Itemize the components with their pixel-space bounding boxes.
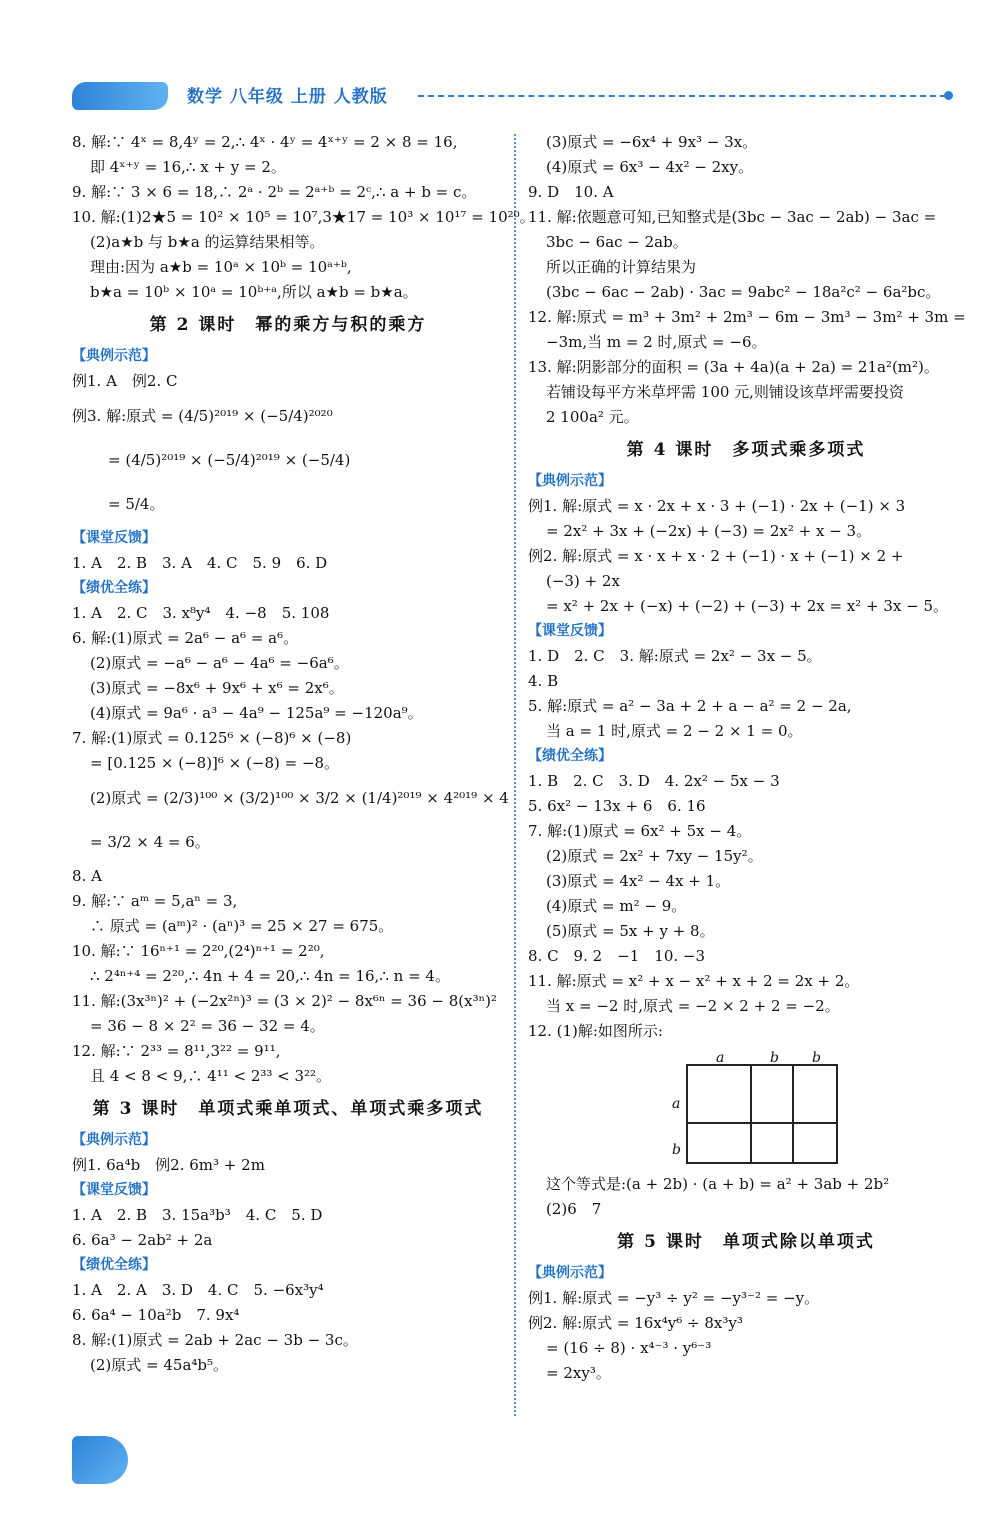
answer-line: = (16 ÷ 8) · x⁴⁻³ · y⁶⁻³ [546,1339,712,1357]
answer-line: 3bc − 6ac − 2ab。 [546,233,688,251]
answer-line: 1. D 2. C 3. 解:原式 = 2x² − 3x − 5。 [528,647,822,665]
answer-line: ∴ 2⁴ⁿ⁺⁴ = 2²⁰,∴ 4n + 4 = 20,∴ 4n = 16,∴ n = 4。 [90,967,450,985]
answer-line: 13. 解:阴影部分的面积 = (3a + 4a)(a + 2a) = 21a²(m²)。 [528,358,939,376]
answer-line: (4)原式 = m² − 9。 [546,897,687,915]
grid-line [750,1066,752,1162]
section-tag-example: 【典例示范】 [528,473,612,489]
section-tag-practice: 【绩优全练】 [528,748,612,764]
answer-line: 8. 解:∵ 4ˣ = 8,4ʸ = 2,∴ 4ˣ · 4ʸ = 4ˣ⁺ʸ = 2 × 8 = 16, [72,133,458,151]
answer-line: (−3) + 2x [546,572,620,590]
answer-line: 10. 解:∵ 16ⁿ⁺¹ = 2²⁰,(2⁴)ⁿ⁺¹ = 2²⁰, [72,942,325,960]
answer-line: 例2. 解:原式 = x · x + x · 2 + (−1) · x + (−1) × 2 + [528,547,904,565]
answer-line: 11. 解:(3x³ⁿ)² + (−2x²ⁿ)³ = (3 × 2)² − 8x⁶ⁿ = 36 − 8(x³ⁿ)² [72,992,497,1010]
grid-line [688,1122,836,1124]
left-column [72,130,535,1378]
answer-line: 即 4ˣ⁺ʸ = 16,∴ x + y = 2。 [90,158,286,176]
answer-line: 1. B 2. C 3. D 4. 2x² − 5x − 3 [528,772,780,790]
answer-line: 1. A 2. B 3. A 4. C 5. 9 6. D [72,554,328,572]
header-tab-decoration [72,82,168,110]
answer-line: 9. D 10. A [528,183,614,201]
section-tag-example: 【典例示范】 [528,1265,612,1281]
section-title: 第 4 课时 多项式乘多项式 [626,440,866,460]
answer-line: 6. 6a³ − 2ab² + 2a [72,1231,213,1249]
answer-line: 7. 解:(1)原式 = 6x² + 5x − 4。 [528,822,752,840]
answer-line: 5. 解:原式 = a² − 3a + 2 + a − a² = 2 − 2a, [528,697,852,715]
answer-line: 例1. 解:原式 = x · 2x + x · 3 + (−1) · 2x + (−1) × 3 [528,497,906,515]
answer-line: 8. 解:(1)原式 = 2ab + 2ac − 3b − 3c。 [72,1331,358,1349]
answer-line: 理由:因为 a★b = 10ᵃ × 10ᵇ = 10ᵃ⁺ᵇ, [90,258,352,276]
answer-line: = (4/5)²⁰¹⁹ × (−5/4)²⁰¹⁹ × (−5/4) [108,451,351,469]
answer-line: 1. A 2. C 3. x⁸y⁴ 4. −8 5. 108 [72,604,330,622]
header-dot [944,91,953,100]
answer-line: (3)原式 = −8x⁶ + 9x⁶ + x⁶ = 2x⁶。 [90,679,344,697]
answer-line: 12. 解:原式 = m³ + 3m² + 2m³ − 6m − 3m³ − 3m² + 3m = [528,308,966,326]
answer-line: (2)6 7 [546,1200,602,1218]
answer-line: (2)原式 = −a⁶ − a⁶ − 4a⁶ = −6a⁶。 [90,654,349,672]
answer-line: ∴ 原式 = (aᵐ)² · (aⁿ)³ = 25 × 27 = 675。 [90,917,394,935]
answer-line: 例3. 解:原式 = (4/5)²⁰¹⁹ × (−5/4)²⁰²⁰ [72,407,333,425]
section-tag-practice: 【绩优全练】 [72,1257,156,1273]
answer-line: 若铺设每平方米草坪需 100 元,则铺设该草坪需要投资 [546,383,904,401]
answer-line: = 5/4。 [108,495,165,513]
section-tag-feedback: 【课堂反馈】 [72,1182,156,1198]
answer-line: 6. 6a⁴ − 10a²b 7. 9x⁴ [72,1306,240,1324]
answer-line: 6. 解:(1)原式 = 2a⁶ − a⁶ = a⁶。 [72,629,299,647]
answer-line: (4)原式 = 6x³ − 4x² − 2xy。 [546,158,754,176]
answer-line: (2)原式 = (2/3)¹⁰⁰ × (3/2)¹⁰⁰ × 3/2 × (1/4)²⁰¹⁹ × 4²⁰¹⁹ × 4 [90,789,509,807]
answer-line: = 2xy³。 [546,1364,611,1382]
answer-line: 10. 解:(1)2★5 = 10² × 10⁵ = 10⁷,3★17 = 10³ × 10¹⁷ = 10²⁰。 [72,208,535,226]
diagram-label: b [770,1050,779,1066]
answer-line: 5. 6x² − 13x + 6 6. 16 [528,797,706,815]
answer-line: 4. B [528,672,559,690]
answer-line: = 36 − 8 × 2² = 36 − 32 = 4。 [90,1017,325,1035]
section-title: 第 5 课时 单项式除以单项式 [617,1232,875,1252]
answer-line: = 2x² + 3x + (−2x) + (−3) = 2x² + x − 3。 [546,522,872,540]
diagram-label: b [812,1050,821,1066]
answer-line: (2)a★b 与 b★a 的运算结果相等。 [90,233,325,251]
answer-line: 这个等式是:(a + 2b) · (a + b) = a² + 3ab + 2b² [546,1175,890,1193]
answer-line: 11. 解:依题意可知,已知整式是(3bc − 3ac − 2ab) − 3ac = [528,208,937,226]
header-dashed-line [418,95,946,97]
answer-line: 所以正确的计算结果为 [546,258,697,276]
answer-line: b★a = 10ᵇ × 10ᵃ = 10ᵇ⁺ᵃ,所以 a★b = b★a。 [90,283,418,301]
section-tag-practice: 【绩优全练】 [72,580,156,596]
section-tag-example: 【典例示范】 [72,1132,156,1148]
answer-line: −3m,当 m = 2 时,原式 = −6。 [546,333,767,351]
answer-line: 9. 解:∵ aᵐ = 5,aⁿ = 3, [72,892,238,910]
answer-line: = [0.125 × (−8)]⁶ × (−8) = −8。 [90,754,340,772]
answer-line: 当 x = −2 时,原式 = −2 × 2 + 2 = −2。 [546,997,840,1015]
diagram-label: b [672,1142,681,1158]
answer-line: (2)原式 = 45a⁴b⁵。 [90,1356,229,1374]
answer-line: (5)原式 = 5x + y + 8。 [546,922,715,940]
answer-line: 8. A [72,867,102,885]
page-header-title: 数学 八年级 上册 人教版 [187,87,388,107]
section-title: 第 3 课时 单项式乘单项式、单项式乘多项式 [92,1099,484,1119]
footer-tab-decoration [72,1436,128,1484]
section-tag-example: 【典例示范】 [72,348,156,364]
diagram-label: a [672,1096,681,1112]
answer-line: 例1. 解:原式 = −y³ ÷ y² = −y³⁻² = −y。 [528,1289,820,1307]
answer-line: 2 100a² 元。 [546,408,639,426]
answer-line: 11. 解:原式 = x² + x − x² + x + 2 = 2x + 2。 [528,972,860,990]
right-column [528,130,964,1386]
column-divider [514,134,516,1416]
answer-line: 7. 解:(1)原式 = 0.125⁶ × (−8)⁶ × (−8) [72,729,352,747]
section-tag-feedback: 【课堂反馈】 [528,623,612,639]
answer-line: 例2. 解:原式 = 16x⁴y⁶ ÷ 8x³y³ [528,1314,743,1332]
answer-line: (2)原式 = 2x² + 7xy − 15y²。 [546,847,763,865]
area-grid [686,1064,838,1164]
answer-line: 当 a = 1 时,原式 = 2 − 2 × 1 = 0。 [546,722,803,740]
answer-line: 1. A 2. A 3. D 4. C 5. −6x³y⁴ [72,1281,324,1299]
answer-line: 例1. 6a⁴b 例2. 6m³ + 2m [72,1156,265,1174]
answer-line: = x² + 2x + (−x) + (−2) + (−3) + 2x = x² + 3x − 5。 [546,597,949,615]
answer-line: 例1. A 例2. C [72,372,178,390]
answer-line: (4)原式 = 9a⁶ · a³ − 4a⁹ − 125a⁹ = −120a⁹。 [90,704,423,722]
answer-line: (3)原式 = 4x² − 4x + 1。 [546,872,731,890]
section-title: 第 2 课时 幂的乘方与积的乘方 [149,315,427,335]
answer-line: (3)原式 = −6x⁴ + 9x³ − 3x。 [546,133,758,151]
section-tag-feedback: 【课堂反馈】 [72,530,156,546]
area-diagram [528,1046,964,1166]
grid-line [792,1066,794,1162]
diagram-label: a [716,1050,725,1066]
answer-line: 9. 解:∵ 3 × 6 = 18,∴ 2ᵃ · 2ᵇ = 2ᵃ⁺ᵇ = 2ᶜ,∴ a + b = c。 [72,183,477,201]
answer-line: 且 4 < 8 < 9,∴ 4¹¹ < 2³³ < 3²²。 [90,1067,332,1085]
answer-line: 12. (1)解:如图所示: [528,1022,663,1040]
answer-line: 12. 解:∵ 2³³ = 8¹¹,3²² = 9¹¹, [72,1042,281,1060]
answer-line: 1. A 2. B 3. 15a³b³ 4. C 5. D [72,1206,323,1224]
answer-line: (3bc − 6ac − 2ab) · 3ac = 9abc² − 18a²c² − 6a²bc。 [546,283,941,301]
answer-line: = 3/2 × 4 = 6。 [90,833,210,851]
answer-line: 8. C 9. 2 −1 10. −3 [528,947,706,965]
